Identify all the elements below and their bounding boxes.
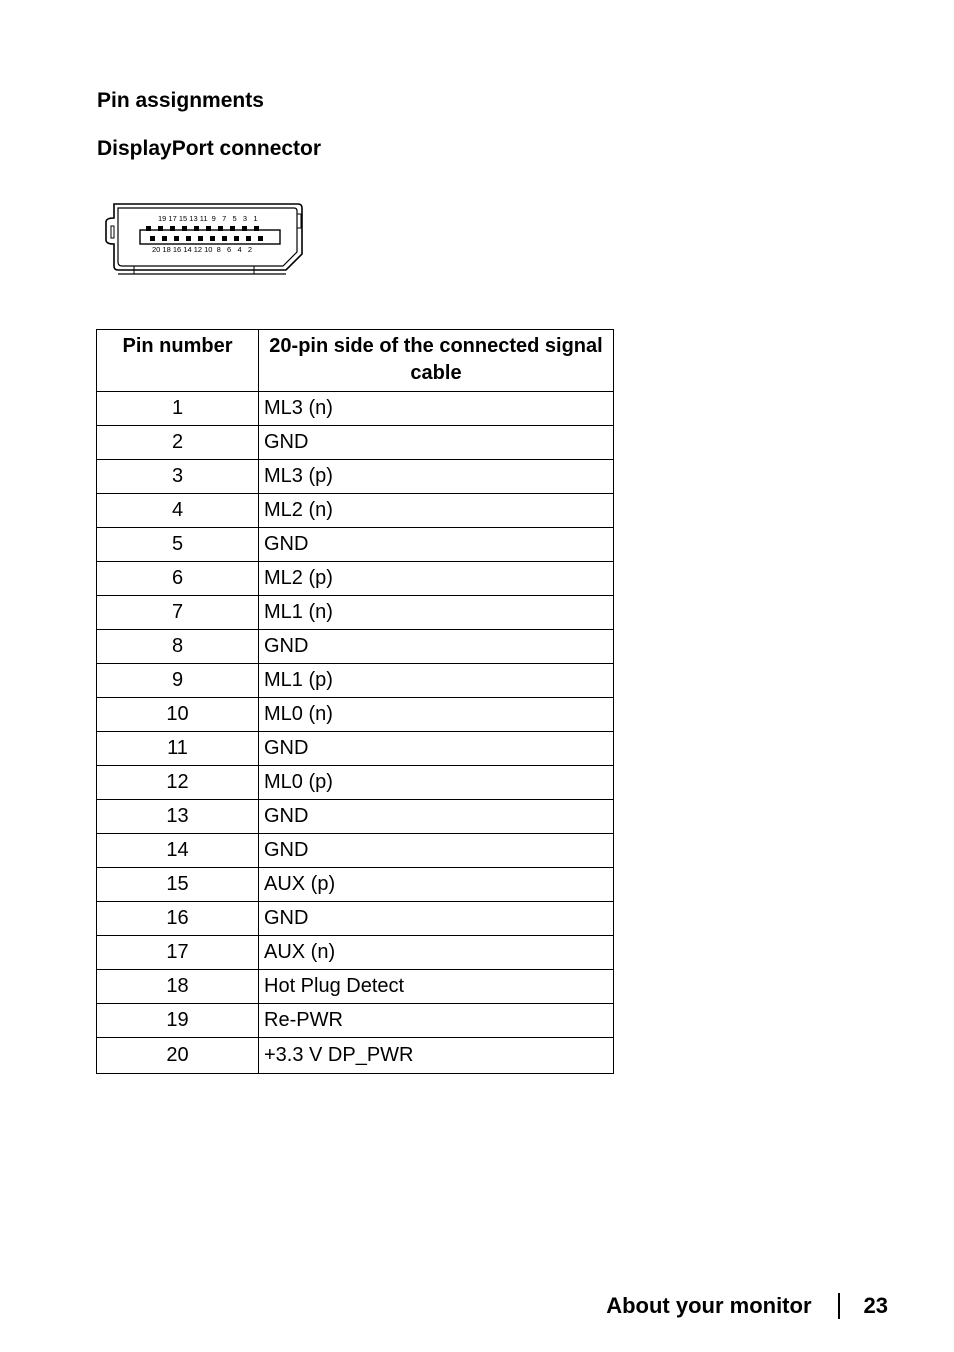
pin-number-cell: 14 [97, 834, 259, 868]
footer-separator [838, 1293, 840, 1319]
displayport-connector-diagram [104, 200, 306, 276]
signal-cell: ML3 (n) [259, 392, 614, 426]
pin-number-cell: 19 [97, 1004, 259, 1038]
top-pin-numbers: 19 17 15 13 11 9 7 5 3 1 [158, 214, 258, 223]
signal-cell: ML1 (p) [259, 664, 614, 698]
pin-number-cell: 3 [97, 460, 259, 494]
pin-number-cell: 7 [97, 596, 259, 630]
subsection-heading: DisplayPort connector [97, 137, 322, 160]
table-row [97, 766, 614, 800]
signal-cell: GND [259, 902, 614, 936]
signal-cell: ML2 (p) [259, 562, 614, 596]
signal-cell: ML1 (n) [259, 596, 614, 630]
signal-cell: GND [259, 834, 614, 868]
page-footer [606, 1293, 888, 1319]
pin-number-cell: 16 [97, 902, 259, 936]
table-row [97, 630, 614, 664]
pin-number-cell: 11 [97, 732, 259, 766]
signal-cell: GND [259, 528, 614, 562]
table-row [97, 392, 614, 426]
pin-number-cell: 5 [97, 528, 259, 562]
page-number: 23 [863, 1293, 888, 1318]
signal-cell: ML2 (n) [259, 494, 614, 528]
signal-cell: ML0 (n) [259, 698, 614, 732]
signal-cell: ML0 (p) [259, 766, 614, 800]
table-row [97, 1004, 614, 1038]
table-body [97, 392, 614, 1074]
table-header-row [97, 330, 614, 392]
bottom-pin-numbers: 20 18 16 14 12 10 8 6 4 2 [152, 245, 253, 254]
pin-number-cell: 1 [97, 392, 259, 426]
pin-number-cell: 10 [97, 698, 259, 732]
pin-number-cell: 2 [97, 426, 259, 460]
signal-cell: AUX (n) [259, 936, 614, 970]
table-row [97, 460, 614, 494]
pin-contacts-bottom [150, 236, 263, 241]
table-row [97, 596, 614, 630]
table-row [97, 868, 614, 902]
table-row [97, 698, 614, 732]
table-row [97, 732, 614, 766]
pin-number-cell: 13 [97, 800, 259, 834]
footer-section-title: About your monitor [606, 1293, 812, 1318]
signal-cell: GND [259, 630, 614, 664]
table-row [97, 1038, 614, 1074]
table-row [97, 494, 614, 528]
pin-number-cell: 17 [97, 936, 259, 970]
pin-assignment-table [96, 329, 614, 1074]
pin-number-cell: 4 [97, 494, 259, 528]
signal-cell: ML3 (p) [259, 460, 614, 494]
column-header-signal: 20-pin side of the connected signal cable [259, 330, 614, 392]
table-row [97, 936, 614, 970]
column-header-pin-number: Pin number [97, 330, 259, 392]
pin-number-cell: 12 [97, 766, 259, 800]
signal-cell: GND [259, 426, 614, 460]
pin-number-cell: 6 [97, 562, 259, 596]
table-row [97, 834, 614, 868]
signal-cell: +3.3 V DP_PWR [259, 1038, 614, 1074]
table-row [97, 902, 614, 936]
pin-number-cell: 9 [97, 664, 259, 698]
signal-cell: AUX (p) [259, 868, 614, 902]
pin-number-cell: 8 [97, 630, 259, 664]
signal-cell: GND [259, 732, 614, 766]
signal-cell: Hot Plug Detect [259, 970, 614, 1004]
pin-number-cell: 20 [97, 1038, 259, 1074]
signal-cell: Re-PWR [259, 1004, 614, 1038]
table-row [97, 800, 614, 834]
table-row [97, 562, 614, 596]
pin-number-cell: 18 [97, 970, 259, 1004]
table-row [97, 426, 614, 460]
table-row [97, 970, 614, 1004]
table-row [97, 664, 614, 698]
signal-cell: GND [259, 800, 614, 834]
section-heading: Pin assignments [97, 89, 264, 112]
pin-number-cell: 15 [97, 868, 259, 902]
table-row [97, 528, 614, 562]
